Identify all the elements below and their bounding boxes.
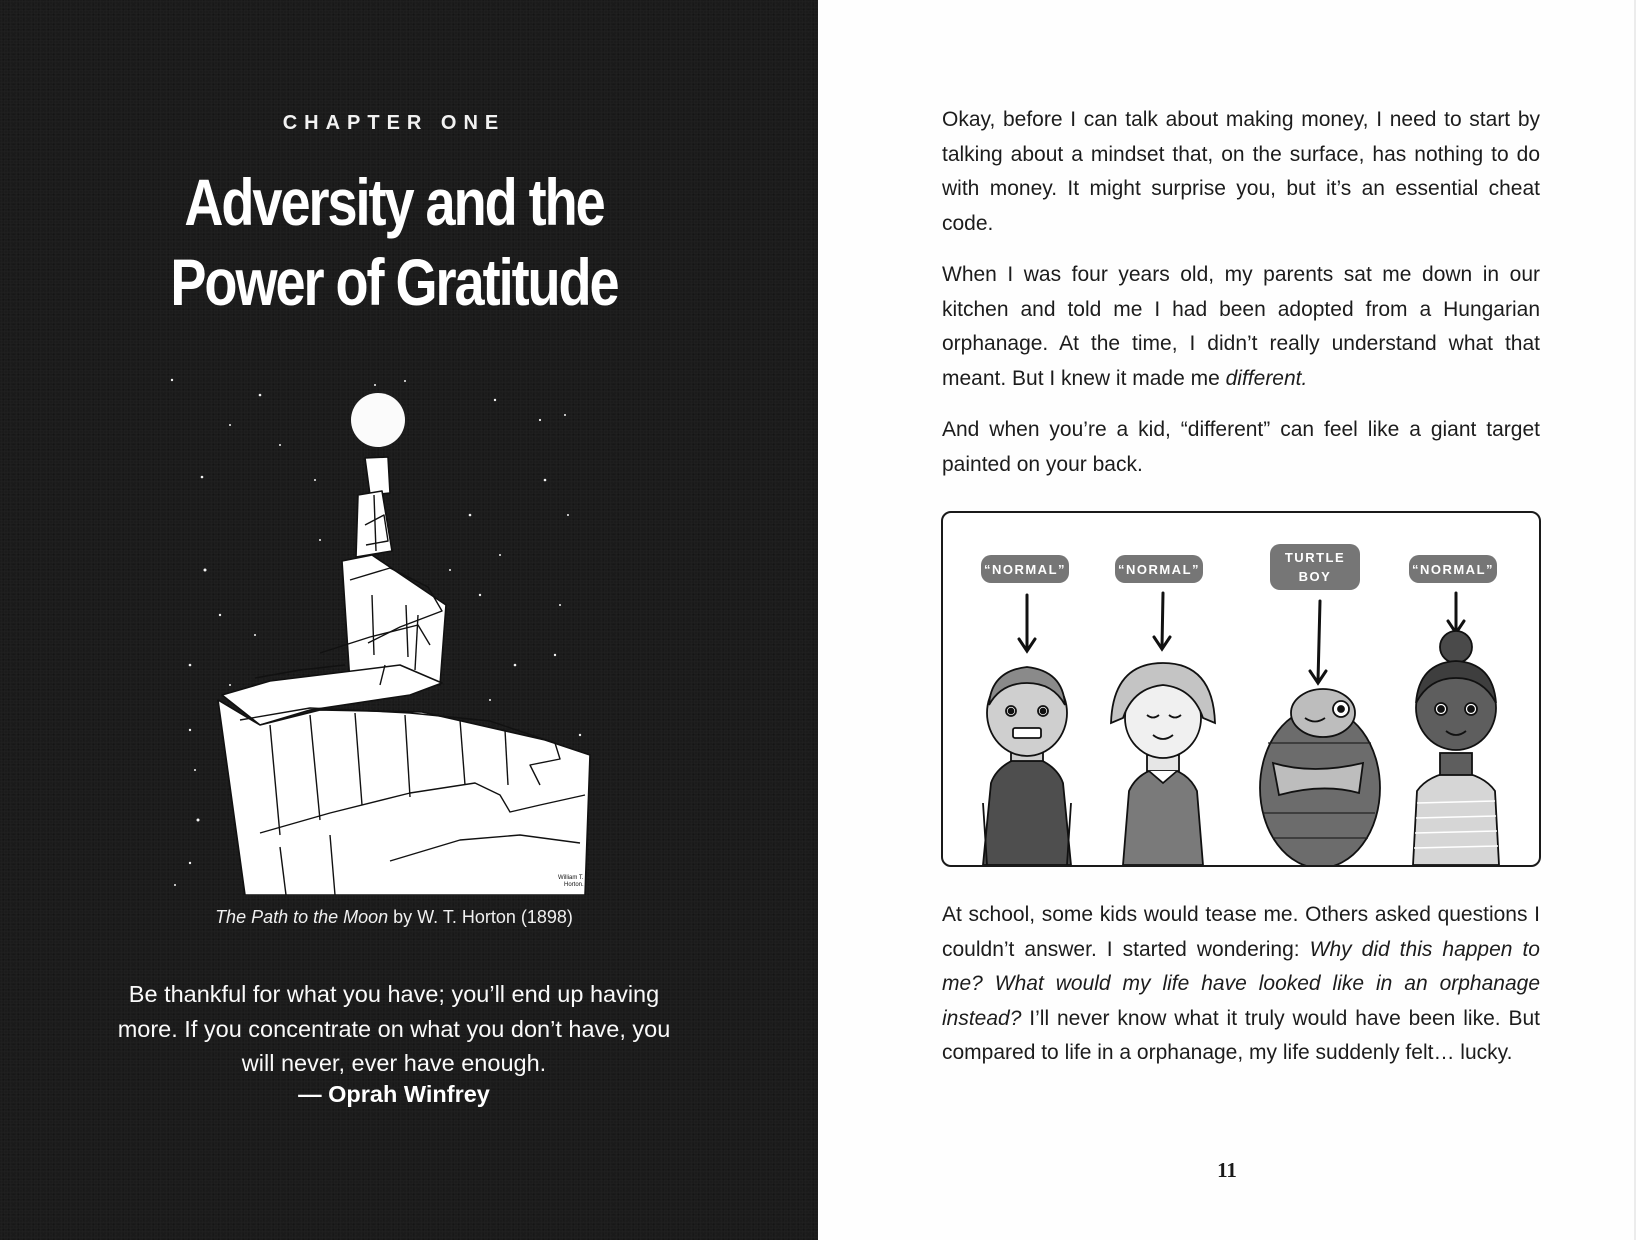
paragraph-text: At school, some kids would tease me. Others asked questions I couldn’t answer. I started wondering: [942,903,1540,961]
paragraph-text: When I was four years old, my parents sat me down in our kitchen and told me I had been adopted from a Hungarian orphanage. At the time, I didn’t really understand what that meant. But I knew it made me [942,263,1540,390]
svg-text:Horton.: Horton. [564,882,584,888]
paragraph-4 [942,898,1540,1071]
paragraph-3 [942,413,1540,482]
epigraph-quote: Be thankful for what you have; you’ll end up having more. If you concentrate on what you don’t have, you will never, ever have enough. [117,981,671,1077]
right-page [818,0,1636,1240]
boy-character [983,667,1071,865]
labels-illustration-panel [941,511,1541,867]
chapter-title-line-1: Adversity and the [184,165,604,239]
paragraph-text: And when you’re a kid, “different” can feel like a giant target painted on your back. [942,418,1540,476]
girl-character [1111,663,1215,865]
paragraph-2 [942,258,1540,396]
label-normal-3: “NORMAL” [1409,555,1497,583]
four-kids-illustration [943,513,1539,865]
caption-credit: by W. T. Horton (1898) [388,907,573,927]
caption-title: The Path to the Moon [215,907,389,927]
turtle-character [1260,689,1380,865]
path-to-moon-illustration [160,365,620,895]
chapter-label: CHAPTER ONE [282,112,506,134]
label-normal-2: “NORMAL” [1115,555,1203,583]
girl-with-bun-character [1413,631,1499,865]
chapter-title-line-2: Power of Gratitude [170,245,618,319]
paragraph-text: I’ll never know what it truly would have been like. But compared to life in a orphanage, my life suddenly felt… lucky. [942,1006,1540,1065]
page-number: 11 [1217,1158,1237,1182]
illustration-caption [0,907,788,928]
quote-author: — Oprah Winfrey [298,1081,490,1107]
paragraph-emphasis: different. [1225,366,1308,390]
label-normal-1: “NORMAL” [981,555,1069,583]
chapter-title [71,162,717,322]
label-turtle-boy: TURTLE BOY [1270,544,1360,590]
paragraph-text: Okay, before I can talk about making money, I need to start by talking about a mindset that, on the surface, has nothing to do with money. It might surprise you, but it’s an essential cheat code. [942,108,1540,235]
paragraph-emphasis: Why did this happen to me? What would my life have looked like in an orphanage instead? [942,937,1540,1030]
moon-icon [351,393,405,447]
paragraph-1 [942,103,1540,241]
artist-signature: William T. [558,875,584,881]
